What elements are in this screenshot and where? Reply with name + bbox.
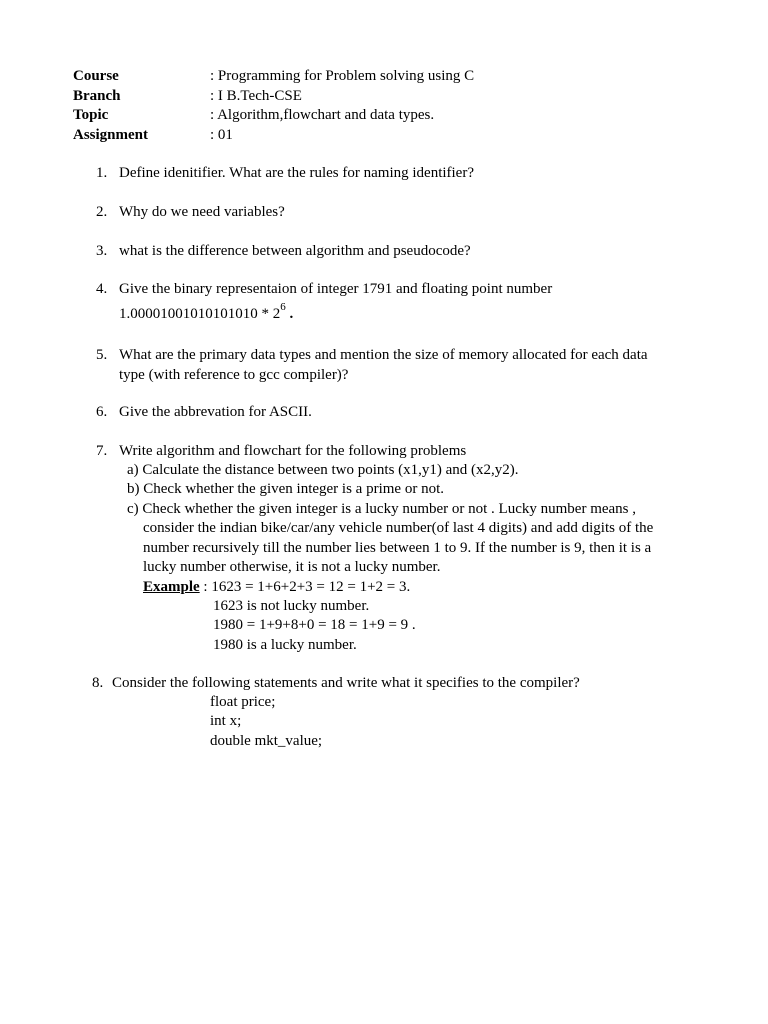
topic-row xyxy=(73,106,474,126)
question-text-line-2: type (with reference to gcc compiler)? xyxy=(119,366,349,383)
assignment-value: : 01 xyxy=(210,126,233,143)
period: . xyxy=(285,306,294,322)
question-text-line-2 xyxy=(119,301,294,325)
question-text: what is the difference between algorithm and pseudocode? xyxy=(119,243,471,259)
example-line-4: 1980 is a lucky number. xyxy=(213,637,357,653)
question-text: Define idenitifier. What are the rules for naming identifier? xyxy=(119,165,474,181)
topic-label: Topic xyxy=(73,107,109,123)
question-number: 6. xyxy=(96,404,108,420)
question-text: Consider the following statements and write what it specifies to the compiler? xyxy=(112,675,580,691)
question-number: 2. xyxy=(96,204,108,220)
question-number: 5. xyxy=(96,347,108,363)
exponent: 6 xyxy=(280,301,286,313)
float-number: 1.00001001010101010 * 2 xyxy=(119,306,281,322)
branch-label: Branch xyxy=(73,87,121,104)
example-text: : 1623 = 1+6+2+3 = 12 = 1+2 = 3. xyxy=(199,579,411,595)
course-value: : Programming for Problem solving using C xyxy=(210,68,475,84)
sub-question-c-line-3: number recursively till the number lies between 1 to 9. If the number is 9, then it is a xyxy=(143,540,652,556)
question-number: 1. xyxy=(96,165,108,181)
course-label: Course xyxy=(73,68,119,84)
question-text-line-1: What are the primary data types and mention the size of memory allocated for each data xyxy=(119,347,648,363)
topic-value: : Algorithm,flowchart and data types. xyxy=(210,107,435,123)
sub-question-b: b) Check whether the given integer is a prime or not. xyxy=(127,481,444,497)
example-line-1 xyxy=(143,578,410,598)
statement-3: double mkt_value; xyxy=(210,733,323,749)
assignment-header xyxy=(73,67,474,145)
statement-2: int x; xyxy=(210,713,242,729)
branch-row xyxy=(73,87,474,107)
assignment-row xyxy=(73,126,474,146)
course-row xyxy=(73,67,474,87)
question-text: Give the abbrevation for ASCII. xyxy=(119,404,312,420)
question-text-line-1: Give the binary representaion of integer 1791 and floating point number xyxy=(119,281,553,297)
example-label: Example xyxy=(143,579,200,595)
statement-1: float price; xyxy=(210,694,276,710)
question-number: 3. xyxy=(96,243,108,259)
question-number: 7. xyxy=(96,443,108,459)
branch-value: : I B.Tech-CSE xyxy=(210,87,302,104)
sub-question-a: a) Calculate the distance between two points (x1,y1) and (x2,y2). xyxy=(127,462,519,478)
example-line-3: 1980 = 1+9+8+0 = 18 = 1+9 = 9 . xyxy=(213,617,416,633)
question-text: Write algorithm and flowchart for the following problems xyxy=(119,443,467,459)
sub-question-c-line-2: consider the indian bike/car/any vehicle number(of last 4 digits) and add digits of the xyxy=(143,520,654,536)
sub-question-c-line-1: c) Check whether the given integer is a lucky number or not . Lucky number means , xyxy=(127,501,637,517)
assignment-label: Assignment xyxy=(73,126,149,143)
question-number: 4. xyxy=(96,281,108,297)
example-line-2: 1623 is not lucky number. xyxy=(213,598,370,614)
question-text: Why do we need variables? xyxy=(119,204,285,220)
question-number: 8. xyxy=(92,675,104,691)
sub-question-c-line-4: lucky number otherwise, it is not a lucky number. xyxy=(143,559,441,575)
